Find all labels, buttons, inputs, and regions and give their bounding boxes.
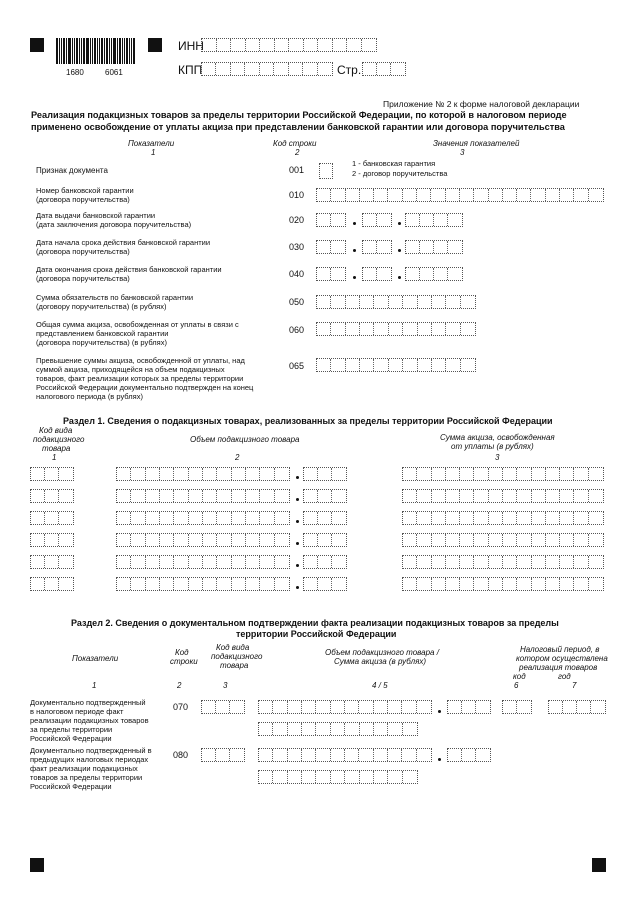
date-separator (398, 249, 401, 252)
corner-marker-bottom-left (30, 858, 44, 872)
decimal-separator (296, 520, 299, 523)
row-001-field[interactable] (319, 163, 333, 179)
section1-col2-n: 2 (235, 453, 240, 462)
decimal-separator (296, 476, 299, 479)
row-030-label-2: (договора поручительства) (36, 247, 130, 256)
s2-num-7: 7 (572, 681, 577, 690)
s2-num-2: 2 (177, 681, 182, 690)
section1-kind-code-field[interactable] (30, 511, 74, 525)
section1-volume-field[interactable] (116, 511, 290, 525)
appendix-note: Приложение № 2 к форме налоговой декларации (383, 99, 580, 109)
section1-kind-code-field[interactable] (30, 533, 74, 547)
date-separator (353, 249, 356, 252)
section1-excise-sum-field[interactable] (402, 489, 604, 503)
s2-col-period-year: год (558, 672, 571, 681)
section1-title: Раздел 1. Сведения о подакцизных товарах, реализованных за пределы территории Российской Федерации (63, 416, 553, 426)
row-070-label-3: реализации подакцизных товаров (30, 716, 149, 725)
section1-excise-sum-field[interactable] (402, 555, 604, 569)
row-080-excise-sum[interactable] (258, 770, 418, 784)
row-060-label-2: представлением банковской гарантии (36, 329, 169, 338)
col-header-values: Значения показателей (433, 139, 520, 148)
kpp-label: КПП (178, 63, 203, 77)
row-020-label-2: (дата заключения договора поручительства) (36, 220, 192, 229)
row-030-code: 030 (289, 242, 305, 252)
section1-col3-n: 3 (495, 453, 500, 462)
inn-field[interactable] (201, 38, 377, 52)
row-050-field[interactable] (316, 295, 476, 309)
row-080-label-4: товаров за пределы территории (30, 773, 143, 782)
row-065-label-4: Российской Федерации документально подтвержден на конец (36, 383, 254, 392)
section1-volume-frac-field[interactable] (303, 533, 347, 547)
row-060-field[interactable] (316, 322, 476, 336)
row-010-label-1: Номер банковской гарантии (36, 186, 134, 195)
section1-col3-b: от уплаты (в рублях) (451, 442, 534, 451)
row-070-period-year[interactable] (548, 700, 606, 714)
row-001-label: Признак документа (36, 166, 108, 175)
barcode-number-right: 6061 (105, 68, 123, 77)
row-065-field[interactable] (316, 358, 476, 372)
col-number-1: 1 (151, 148, 156, 157)
row-060-label-3: (договора поручительства) (в рублях) (36, 338, 167, 347)
row-010-field[interactable] (316, 188, 604, 202)
s2-col-period-c: реализация товаров (519, 663, 598, 672)
row-070-period-code[interactable] (502, 700, 532, 714)
row-040-day[interactable] (316, 267, 346, 281)
row-040-label-2: (договора поручительства) (36, 274, 130, 283)
corner-marker-bottom-right (592, 858, 606, 872)
row-080-volume[interactable] (258, 748, 432, 762)
page-number-field[interactable] (362, 62, 406, 76)
section1-volume-field[interactable] (116, 533, 290, 547)
corner-marker-top-right (148, 38, 162, 52)
date-separator (353, 222, 356, 225)
row-070-volume[interactable] (258, 700, 432, 714)
row-065-label-1: Превышение суммы акциза, освобожденной от уплаты, над (36, 356, 245, 365)
row-050-label-2: (договору поручительства) (в рублях) (36, 302, 167, 311)
row-070-volume-frac[interactable] (447, 700, 491, 714)
row-030-day[interactable] (316, 240, 346, 254)
inn-label: ИНН (178, 39, 204, 53)
section1-volume-frac-field[interactable] (303, 577, 347, 591)
section1-kind-code-field[interactable] (30, 555, 74, 569)
row-080-label-2: предыдущих налоговых периодах (30, 755, 149, 764)
section1-excise-sum-field[interactable] (402, 467, 604, 481)
section1-kind-code-field[interactable] (30, 577, 74, 591)
row-001-hint-2: 2 - договор поручительства (352, 169, 448, 178)
section2-title-2: территории Российской Федерации (236, 629, 397, 639)
section1-volume-field[interactable] (116, 489, 290, 503)
section1-col1-n: 1 (52, 453, 57, 462)
s2-col-period-a: Налоговый период, в (520, 645, 600, 654)
col-header-indicators: Показатели (128, 139, 175, 148)
row-040-year[interactable] (405, 267, 463, 281)
decimal-separator (438, 758, 441, 761)
row-065-code: 065 (289, 361, 305, 371)
row-020-label-1: Дата выдачи банковской гарантии (36, 211, 156, 220)
decimal-separator (296, 586, 299, 589)
row-001-code: 001 (289, 165, 305, 175)
row-040-label-1: Дата окончания срока действия банковской гарантии (36, 265, 222, 274)
corner-marker-top-left (30, 38, 44, 52)
row-065-label-3: товаров, факт реализации которых за пределы территории (36, 374, 244, 383)
decimal-separator (296, 564, 299, 567)
section1-volume-frac-field[interactable] (303, 467, 347, 481)
decimal-separator (296, 542, 299, 545)
s2-col-kind-c: товара (220, 661, 249, 670)
section1-volume-frac-field[interactable] (303, 511, 347, 525)
page-label: Стр. (337, 63, 362, 77)
row-001-hint-1: 1 - банковская гарантия (352, 159, 436, 168)
s2-col-kind-b: подакцизного (211, 652, 263, 661)
s2-col-indicators: Показатели (72, 654, 119, 663)
section1-col2: Объем подакцизного товара (190, 435, 300, 444)
s2-col-code-a: Код (175, 648, 189, 657)
row-010-label-2: (договора поручительства) (36, 195, 130, 204)
section1-excise-sum-field[interactable] (402, 533, 604, 547)
row-020-year[interactable] (405, 213, 463, 227)
row-080-label-1: Документально подтвержденный в (30, 746, 152, 755)
row-050-label-1: Сумма обязательств по банковской гарантии (36, 293, 194, 302)
decimal-separator (296, 498, 299, 501)
date-separator (398, 276, 401, 279)
row-030-year[interactable] (405, 240, 463, 254)
section1-col1-b: подакцизного (33, 435, 85, 444)
decimal-separator (438, 710, 441, 713)
barcode-number-left: 1680 (66, 68, 84, 77)
section1-volume-frac-field[interactable] (303, 489, 347, 503)
section1-excise-sum-field[interactable] (402, 577, 604, 591)
section1-col1-c: товара (42, 444, 71, 453)
row-070-label-1: Документально подтвержденный (30, 698, 146, 707)
col-number-2: 2 (295, 148, 300, 157)
s2-num-45: 4 / 5 (372, 681, 388, 690)
row-080-label-5: Российской Федерации (30, 782, 112, 791)
row-030-month[interactable] (362, 240, 392, 254)
date-separator (398, 222, 401, 225)
s2-col-volume-b: Сумма акциза (в рублях) (334, 657, 427, 666)
s2-col-period-code: код (513, 672, 526, 681)
row-030-label-1: Дата начала срока действия банковской гарантии (36, 238, 211, 247)
row-010-code: 010 (289, 190, 305, 200)
row-070-code: 070 (173, 702, 189, 712)
s2-col-volume-a: Объем подакцизного товара / (325, 648, 439, 657)
form-title-line1: Реализация подакцизных товаров за пределы территории Российской Федерации, по которой в налоговом периоде (31, 110, 567, 120)
section1-excise-sum-field[interactable] (402, 511, 604, 525)
row-070-label-5: Российской Федерации (30, 734, 112, 743)
row-040-code: 040 (289, 269, 305, 279)
section2-title-1: Раздел 2. Сведения о документальном подтверждении факта реализации подакцизных товаров за пределы (71, 618, 559, 628)
row-065-label-5: налогового периода (в рублях) (36, 392, 143, 401)
section1-kind-code-field[interactable] (30, 489, 74, 503)
row-020-month[interactable] (362, 213, 392, 227)
kpp-field[interactable] (201, 62, 333, 76)
date-separator (353, 276, 356, 279)
section1-volume-field[interactable] (116, 467, 290, 481)
s2-col-kind-a: Код вида (216, 643, 250, 652)
section1-volume-frac-field[interactable] (303, 555, 347, 569)
form-title-line2: применено освобождение от уплаты акциза при представлении банковской гарантии или договора поручительства (31, 122, 565, 132)
row-080-label-3: факт реализации подакцизных (30, 764, 138, 773)
col-number-3: 3 (460, 148, 465, 157)
s2-num-3: 3 (223, 681, 228, 690)
row-080-volume-frac[interactable] (447, 748, 491, 762)
section1-col1-a: Код вида (39, 426, 73, 435)
section1-volume-field[interactable] (116, 577, 290, 591)
barcode (56, 38, 136, 64)
row-065-label-2: суммой акциза, приходящейся на объем подакцизных (36, 365, 225, 374)
row-070-label-2: в налоговом периоде факт (30, 707, 124, 716)
row-020-code: 020 (289, 215, 305, 225)
s2-num-6: 6 (514, 681, 519, 690)
row-080-code: 080 (173, 750, 189, 760)
col-header-code: Код строки (273, 139, 317, 148)
row-060-code: 060 (289, 325, 305, 335)
row-070-kind[interactable] (201, 700, 245, 714)
section1-volume-field[interactable] (116, 555, 290, 569)
row-020-day[interactable] (316, 213, 346, 227)
s2-col-code-b: строки (170, 657, 198, 666)
s2-col-period-b: котором осуществлена (516, 654, 608, 663)
row-040-month[interactable] (362, 267, 392, 281)
row-050-code: 050 (289, 297, 305, 307)
row-060-label-1: Общая сумма акциза, освобожденная от уплаты в связи с (36, 320, 239, 329)
row-070-label-4: за пределы территории (30, 725, 113, 734)
row-080-kind[interactable] (201, 748, 245, 762)
section1-kind-code-field[interactable] (30, 467, 74, 481)
section1-col3-a: Сумма акциза, освобожденная (440, 433, 555, 442)
s2-num-1: 1 (92, 681, 97, 690)
row-070-excise-sum[interactable] (258, 722, 418, 736)
